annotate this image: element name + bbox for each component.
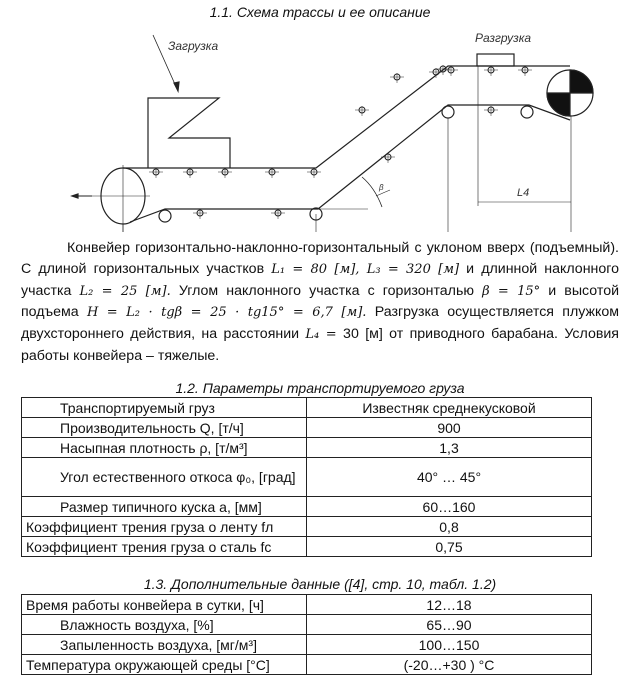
- param-cell: Запыленность воздуха, [мг/м³]: [22, 635, 307, 655]
- param-cell: Температура окружающей среды [°С]: [22, 655, 307, 675]
- value-cell: 0,75: [307, 537, 592, 557]
- value-cell: (-20…+30 ) °С: [307, 655, 592, 675]
- table1-title: 1.2. Параметры транспортируемого груза: [175, 380, 465, 396]
- upper-belt: [123, 66, 570, 168]
- head-drum: [547, 70, 593, 116]
- table-row: [22, 418, 592, 438]
- table-row: [22, 438, 592, 458]
- dimension-lines: [123, 66, 571, 232]
- table2-title: 1.3. Дополнительные данные ([4], стр. 10, табл. 1.2): [143, 576, 497, 592]
- param-cell: Время работы конвейера в сутки, [ч]: [22, 595, 307, 615]
- plow-discharger: [477, 54, 514, 66]
- table-row: [22, 537, 592, 557]
- param-cell: Коэффициент трения груза о сталь fс: [22, 537, 307, 557]
- table-row: [22, 497, 592, 517]
- param-cell: Транспортируемый груз: [22, 398, 307, 418]
- value-cell: Известняк среднекусковой: [307, 398, 592, 418]
- param-cell: Угол естественного откоса φ₀, [град]: [22, 458, 307, 497]
- table-row: [22, 517, 592, 537]
- cargo-parameters-table: [21, 397, 592, 557]
- hopper: [148, 98, 230, 168]
- value-cell: 0,8: [307, 517, 592, 537]
- value-cell: 12…18: [307, 595, 592, 615]
- value-cell: 40° … 45°: [307, 458, 592, 497]
- table-row: [22, 655, 592, 675]
- param-cell: Влажность воздуха, [%]: [22, 615, 307, 635]
- param-cell: Насыпная плотность ρ, [т/м³]: [22, 438, 307, 458]
- param-cell: Размер типичного куска a, [мм]: [22, 497, 307, 517]
- table-row: [22, 635, 592, 655]
- value-cell: 900: [307, 418, 592, 438]
- table-row: [22, 595, 592, 615]
- unloading-label: Разгрузка: [475, 31, 532, 45]
- description-paragraph: Конвейер горизонтально-наклонно-горизонтальный с уклоном вверх (подъемный). С длиной горизонтальных участков L₁ = 80 [м], L₃ = 320 [м] и длинной наклонного участка L₂ = 25 [м]. Углом наклонного участка с горизонталью β = 15° и высотой подъема H = L₂ · tgβ = 25 · tg15° = 6,7 [м]. Разгрузка осуществляется плужком двухстороннего действия, на расстоянии L₄ = 30 [м] от приводного барабана. Условия работы конвейера – тяжелые.: [21, 240, 620, 364]
- dim-l4: L4: [517, 187, 530, 199]
- value-cell: 60…160: [307, 497, 592, 517]
- value-cell: 1,3: [307, 438, 592, 458]
- value-cell: 65…90: [307, 615, 592, 635]
- section-title-scheme: 1.1. Схема трассы и ее описание: [209, 4, 431, 20]
- beta-label: β: [379, 183, 384, 192]
- loading-label: Загрузка: [168, 39, 219, 53]
- table-row: [22, 615, 592, 635]
- table-row: [22, 458, 592, 497]
- param-cell: Коэффициент трения груза о ленту fл: [22, 517, 307, 537]
- table-row: [22, 398, 592, 418]
- idlers: [149, 65, 532, 219]
- lower-belt: [130, 105, 570, 222]
- value-cell: 100…150: [307, 635, 592, 655]
- additional-data-table: [21, 594, 592, 675]
- conveyor-diagram: [0, 0, 640, 232]
- param-cell: Производительность Q, [т/ч]: [22, 418, 307, 438]
